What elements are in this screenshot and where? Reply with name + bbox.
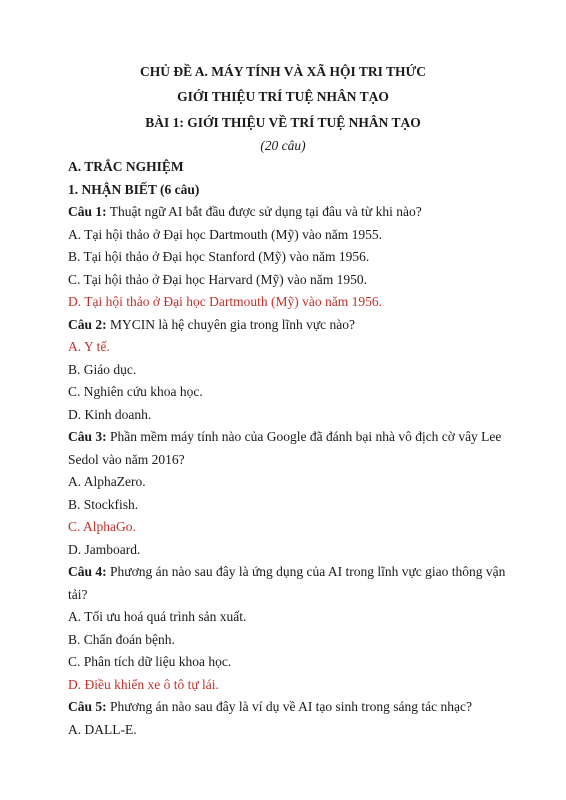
question-1-option-d: D. Tại hội thảo ở Đại học Dartmouth (Mỹ) vào năm 1956. bbox=[68, 294, 382, 309]
question-text: Phương án nào sau đây là ứng dụng của AI trong lĩnh vực giao thông vận bbox=[106, 564, 506, 579]
question-label: Câu 4: bbox=[68, 564, 107, 579]
topic-heading: CHỦ ĐỀ A. MÁY TÍNH VÀ XÃ HỘI TRI THỨC bbox=[139, 64, 427, 79]
question-3 bbox=[68, 428, 501, 446]
question-2-option-d: D. Kinh doanh. bbox=[68, 407, 152, 422]
question-4-option-c: C. Phân tích dữ liệu khoa học. bbox=[68, 654, 232, 669]
question-4-option-d: D. Điều khiển xe ô tô tự lái. bbox=[68, 677, 219, 692]
question-label: Câu 2: bbox=[68, 317, 107, 332]
question-2 bbox=[68, 316, 355, 334]
question-4-option-b: B. Chẩn đoán bệnh. bbox=[68, 632, 175, 647]
question-text: Phương án nào sau đây là ví dụ về AI tạo sinh trong sáng tác nhạc? bbox=[106, 699, 473, 714]
question-5-option-a: A. DALL-E. bbox=[68, 722, 137, 737]
question-2-option-b: B. Giáo dục. bbox=[68, 362, 137, 377]
question-3-option-a: A. AlphaZero. bbox=[68, 474, 146, 489]
subtopic-heading: GIỚI THIỆU TRÍ TUỆ NHÂN TẠO bbox=[177, 89, 389, 104]
question-label: Câu 5: bbox=[68, 699, 107, 714]
question-3-text-cont: Sedol vào năm 2016? bbox=[68, 452, 185, 467]
question-1-option-b: B. Tại hội thảo ở Đại học Stanford (Mỹ) vào năm 1956. bbox=[68, 249, 370, 264]
question-label: Câu 1: bbox=[68, 204, 107, 219]
question-2-option-c: C. Nghiên cứu khoa học. bbox=[68, 384, 203, 399]
question-4 bbox=[68, 563, 505, 581]
question-2-option-a: A. Y tế. bbox=[68, 339, 110, 354]
question-1 bbox=[68, 203, 422, 221]
question-4-text-cont: tải? bbox=[68, 587, 88, 602]
question-4-option-a: A. Tối ưu hoá quá trình sản xuất. bbox=[68, 609, 247, 624]
question-3-option-c: C. AlphaGo. bbox=[68, 519, 136, 534]
question-3-option-b: B. Stockfish. bbox=[68, 497, 139, 512]
question-3-option-d: D. Jamboard. bbox=[68, 542, 141, 557]
question-text: Thuật ngữ AI bắt đầu được sử dụng tại đâu và từ khi nào? bbox=[106, 204, 422, 219]
question-1-option-c: C. Tại hội thảo ở Đại học Harvard (Mỹ) vào năm 1950. bbox=[68, 272, 367, 287]
section-part-a: A. TRẮC NGHIỆM bbox=[68, 159, 184, 174]
question-5 bbox=[68, 698, 472, 716]
question-count: (20 câu) bbox=[260, 138, 306, 153]
question-label: Câu 3: bbox=[68, 429, 107, 444]
question-text: MYCIN là hệ chuyên gia trong lĩnh vực nào? bbox=[106, 317, 356, 332]
lesson-heading: BÀI 1: GIỚI THIỆU VỀ TRÍ TUỆ NHÂN TẠO bbox=[145, 115, 421, 130]
section-level-1: 1. NHẬN BIẾT (6 câu) bbox=[68, 182, 200, 197]
question-text: Phần mềm máy tính nào của Google đã đánh bại nhà vô địch cờ vây Lee bbox=[106, 429, 502, 444]
question-1-option-a: A. Tại hội thảo ở Đại học Dartmouth (Mỹ) vào năm 1955. bbox=[68, 227, 382, 242]
